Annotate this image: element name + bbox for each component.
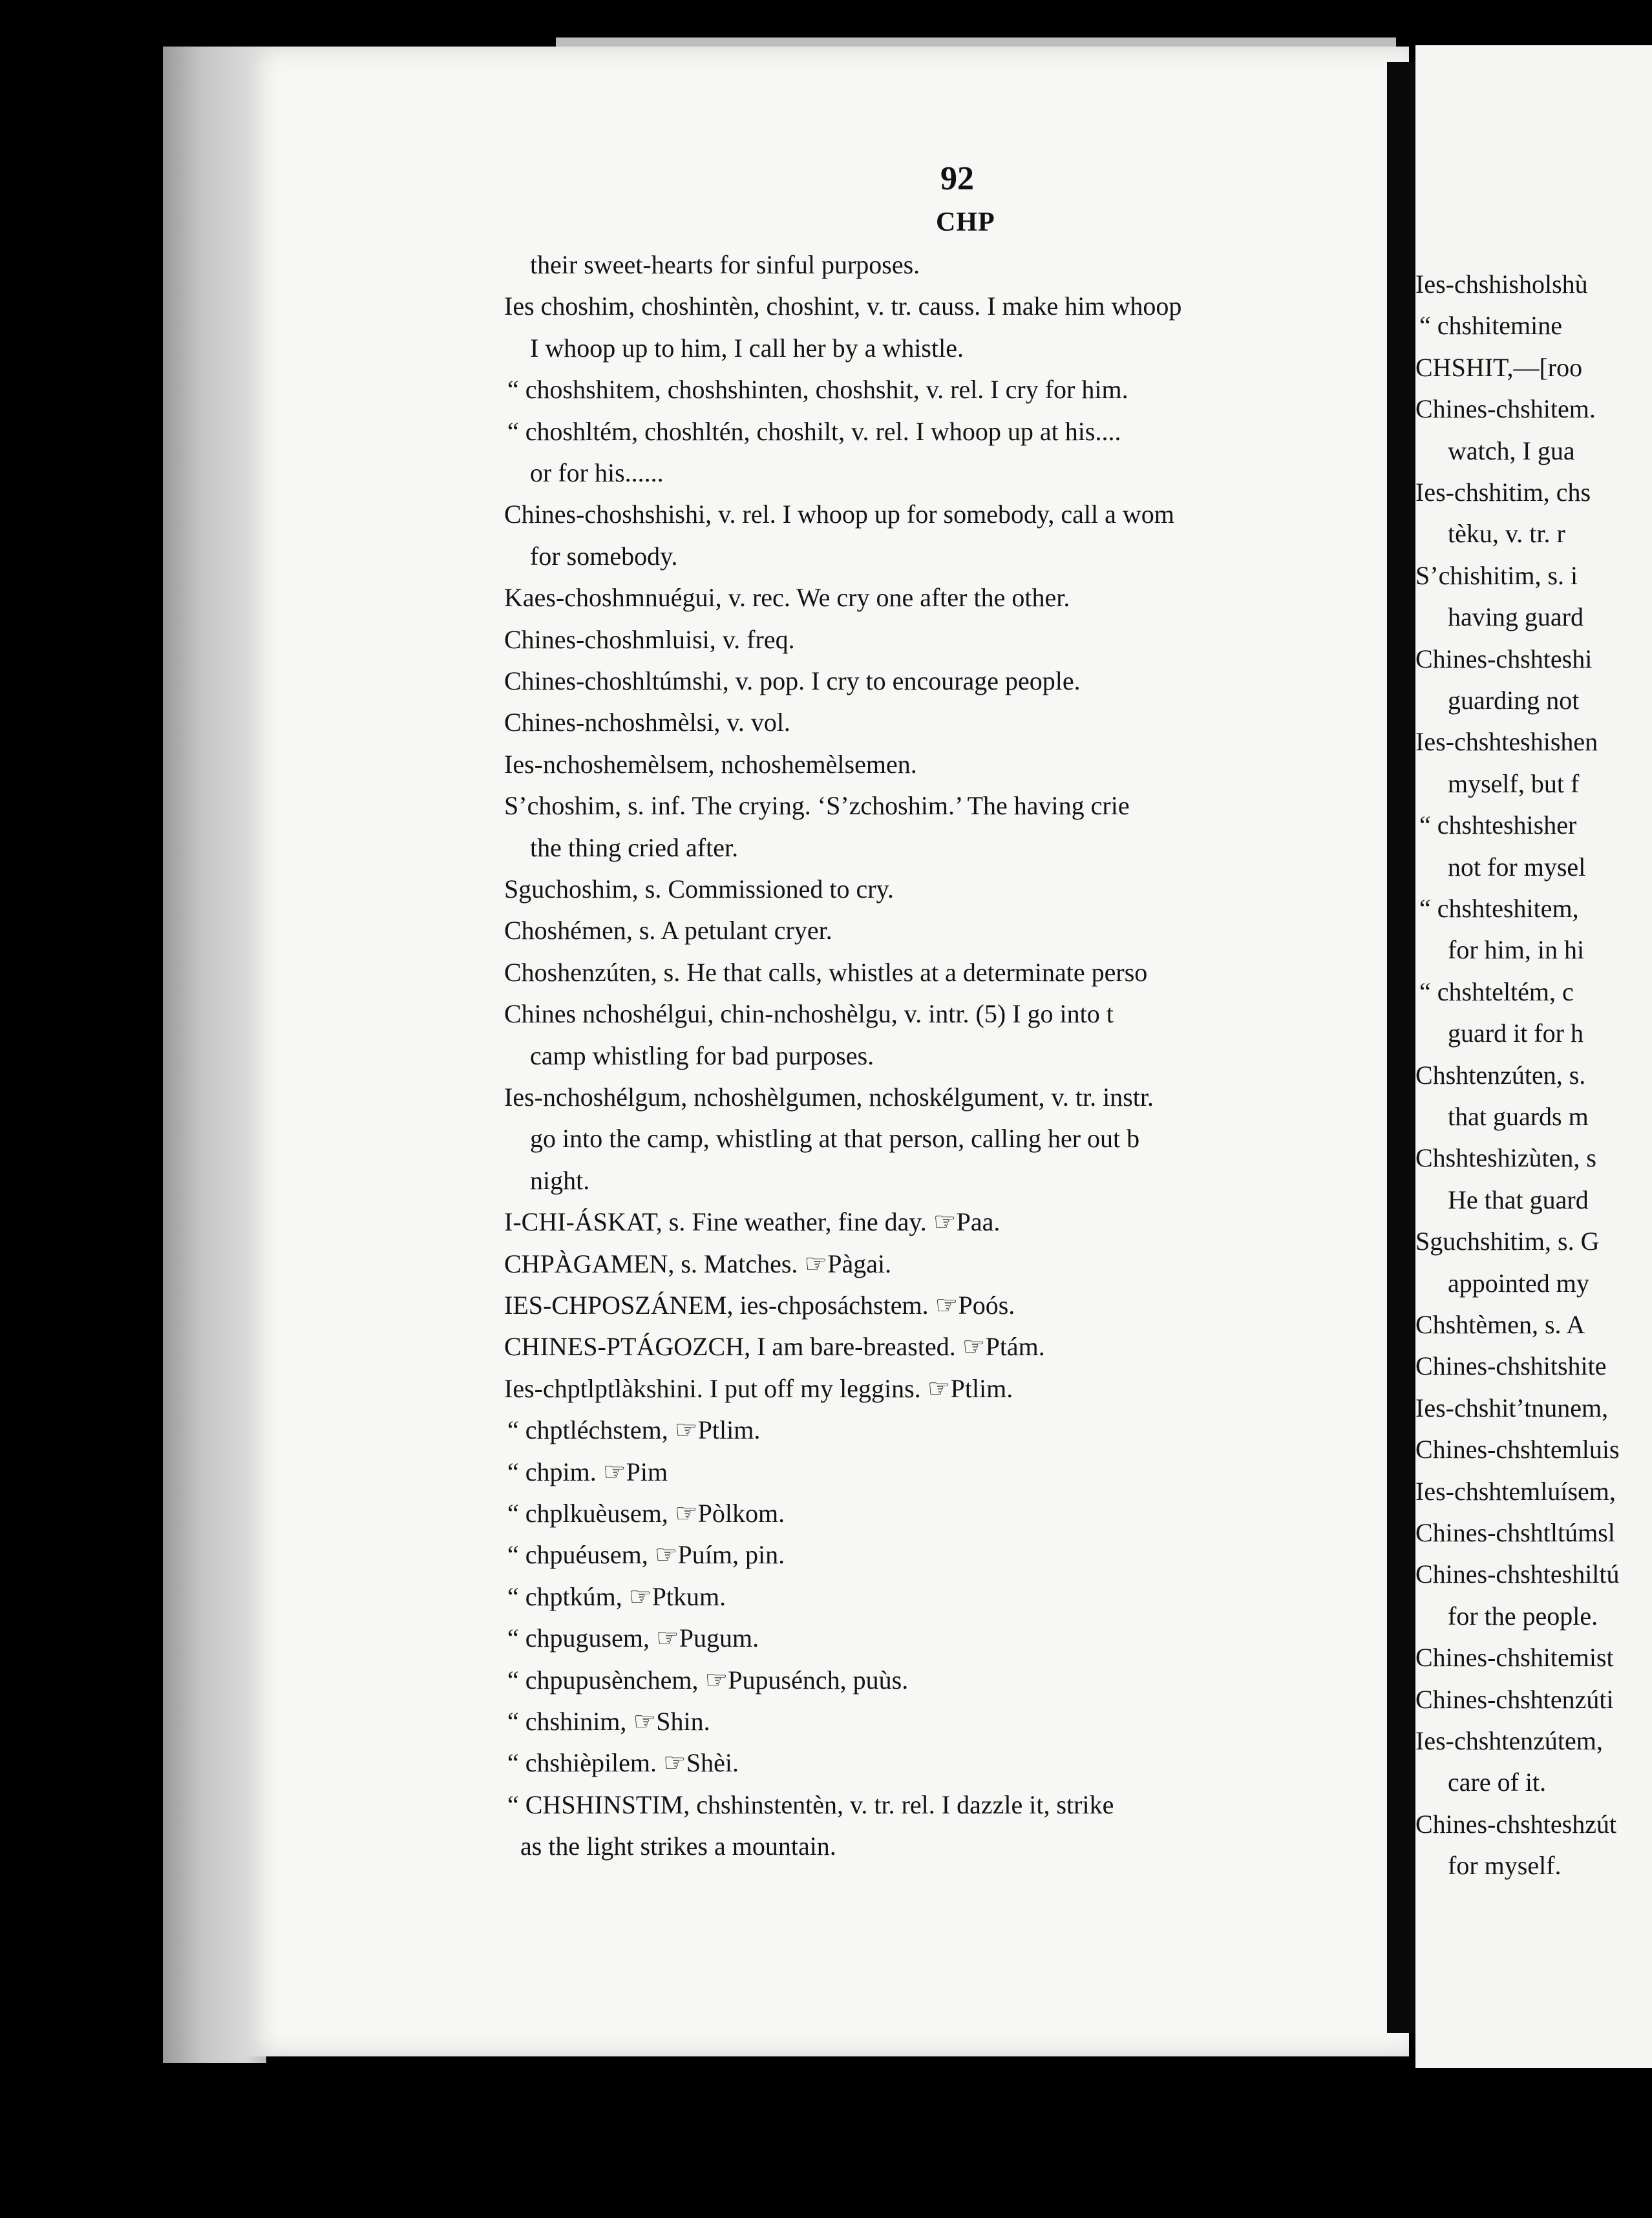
text-line: Ies choshim, choshintèn, choshint, v. tr. causs. I make him whoop: [504, 291, 1182, 321]
text-line: Chshteshizùten, s: [1415, 1143, 1596, 1172]
text-line: guard it for h: [1448, 1019, 1583, 1048]
text-line: Chines-chshtltúmsl: [1415, 1518, 1615, 1547]
right-column-text: [1415, 45, 1652, 2068]
text-line: Ies-chshteshishen: [1415, 727, 1598, 756]
text-line: Chines-chshitemist: [1415, 1643, 1614, 1672]
text-line: Chines-chshitshite: [1415, 1351, 1607, 1380]
text-line: for somebody.: [530, 542, 678, 571]
text-line: Choshémen, s. A petulant cryer.: [504, 916, 832, 945]
text-line: Chines-choshmluisi, v. freq.: [504, 625, 795, 654]
text-line: “ CHSHINSTIM, chshinstentèn, v. tr. rel. I dazzle it, strike: [507, 1790, 1114, 1819]
right-page: [1415, 45, 1652, 2068]
text-line: that guards m: [1448, 1102, 1589, 1131]
left-column-text: [246, 47, 1409, 2056]
left-page: [246, 47, 1409, 2056]
text-line: Ies-nchoshélgum, nchoshèlgumen, nchoskélgument, v. tr. instr.: [504, 1083, 1154, 1112]
text-line: their sweet-hearts for sinful purposes.: [530, 250, 920, 279]
text-line: “ chplkuèusem, ☞Pòlkom.: [507, 1499, 785, 1528]
text-line: “ chpupusènchem, ☞Pupusénch, puùs.: [507, 1665, 909, 1695]
text-line: “ chpuéusem, ☞Puím, pin.: [507, 1540, 785, 1569]
text-line: S’choshim, s. inf. The crying. ‘S’zchoshim.’ The having crie: [504, 791, 1130, 820]
text-line: “ chpugusem, ☞Pugum.: [507, 1623, 759, 1653]
text-line: Ies-chptlptlàkshini. I put off my leggins. ☞Ptlim.: [504, 1374, 1013, 1403]
text-line: Chines nchoshélgui, chin-nchoshèlgu, v. intr. (5) I go into t: [504, 999, 1114, 1028]
text-line: night.: [530, 1166, 590, 1195]
text-line: myself, but f: [1448, 769, 1580, 798]
text-line: Choshenzúten, s. He that calls, whistles at a determinate perso: [504, 958, 1148, 987]
text-line: for him, in hi: [1448, 935, 1585, 964]
text-line: as the light strikes a mountain.: [520, 1832, 836, 1861]
text-line: CHINES-PTÁGOZCH, I am bare-breasted. ☞Ptám.: [504, 1332, 1045, 1361]
text-line: Sguchoshim, s. Commissioned to cry.: [504, 874, 894, 903]
text-line: “ chpim. ☞Pim: [507, 1457, 668, 1486]
text-line: Ies-nchoshemèlsem, nchoshemèlsemen.: [504, 750, 917, 779]
text-line: Ies-chshisholshù: [1415, 269, 1588, 299]
text-line: “ chshinim, ☞Shin.: [507, 1707, 710, 1736]
text-line: care of it.: [1448, 1768, 1547, 1797]
text-line: CHSHIT,—[roo: [1415, 353, 1583, 382]
text-line: the thing cried after.: [530, 833, 739, 862]
text-line: “ chshteshisher: [1419, 810, 1577, 840]
text-line: “ choshshitem, choshshinten, choshshit, v. rel. I cry for him.: [507, 375, 1128, 404]
text-line: “ chshièpilem. ☞Shèi.: [507, 1748, 739, 1777]
text-line: Chines-choshltúmshi, v. pop. I cry to encourage people.: [504, 666, 1081, 695]
text-line: not for mysel: [1448, 852, 1586, 882]
text-line: camp whistling for bad purposes.: [530, 1041, 874, 1070]
text-line: “ choshltém, choshltén, choshilt, v. rel. I whoop up at his....: [507, 417, 1121, 446]
text-line: having guard: [1448, 602, 1583, 631]
text-line: for myself.: [1448, 1851, 1562, 1880]
text-line: Ies-chshtenzútem,: [1415, 1726, 1603, 1755]
text-line: Chshtenzúten, s.: [1415, 1061, 1586, 1090]
page-number: 92: [940, 160, 974, 197]
text-line: Kaes-choshmnuégui, v. rec. We cry one after the other.: [504, 583, 1070, 612]
text-line: Ies-chshitim, chs: [1415, 478, 1591, 507]
text-line: Chines-chshtenzúti: [1415, 1685, 1614, 1714]
text-line: “ chshteltém, c: [1419, 977, 1574, 1006]
text-line: Ies-chshtemluísem,: [1415, 1477, 1616, 1506]
text-line: Chshtèmen, s. A: [1415, 1310, 1585, 1339]
text-line: for the people.: [1448, 1601, 1598, 1631]
text-line: “ chptkúm, ☞Ptkum.: [507, 1582, 726, 1611]
text-line: Chines-chshteshiltú: [1415, 1559, 1620, 1589]
text-line: Chines-chshitem.: [1415, 394, 1596, 423]
text-line: Chines-chshteshzút: [1415, 1810, 1617, 1839]
text-line: S’chishitim, s. i: [1415, 561, 1578, 590]
text-line: Chines-choshshishi, v. rel. I whoop up for somebody, call a wom: [504, 500, 1174, 529]
text-line: “ chptléchstem, ☞Ptlim.: [507, 1415, 761, 1444]
running-head: CHP: [936, 207, 995, 237]
text-line: Sguchshitim, s. G: [1415, 1227, 1600, 1256]
text-line: CHPÀGAMEN, s. Matches. ☞Pàgai.: [504, 1249, 892, 1278]
text-line: IES-CHPOSZÁNEM, ies-chposáchstem. ☞Poós.: [504, 1291, 1015, 1320]
text-line: I-CHI-ÁSKAT, s. Fine weather, fine day. ☞Paa.: [504, 1207, 1001, 1236]
text-line: “ chshitemine: [1419, 311, 1563, 340]
text-line: watch, I gua: [1448, 436, 1575, 465]
text-line: Chines-nchoshmèlsi, v. vol.: [504, 708, 790, 737]
text-line: I whoop up to him, I call her by a whistle.: [530, 333, 964, 363]
text-line: “ chshteshitem,: [1419, 894, 1579, 923]
text-line: appointed my: [1448, 1269, 1589, 1298]
text-line: Chines-chshteshi: [1415, 644, 1593, 673]
text-line: Ies-chshit’tnunem,: [1415, 1393, 1609, 1422]
text-line: or for his......: [530, 458, 664, 487]
page-top-edge: [556, 37, 1396, 47]
text-line: guarding not: [1448, 686, 1580, 715]
text-line: He that guard: [1448, 1185, 1589, 1214]
text-line: go into the camp, whistling at that person, calling her out b: [530, 1124, 1140, 1153]
text-line: Chines-chshtemluis: [1415, 1435, 1620, 1464]
text-line: tèku, v. tr. r: [1448, 519, 1565, 548]
